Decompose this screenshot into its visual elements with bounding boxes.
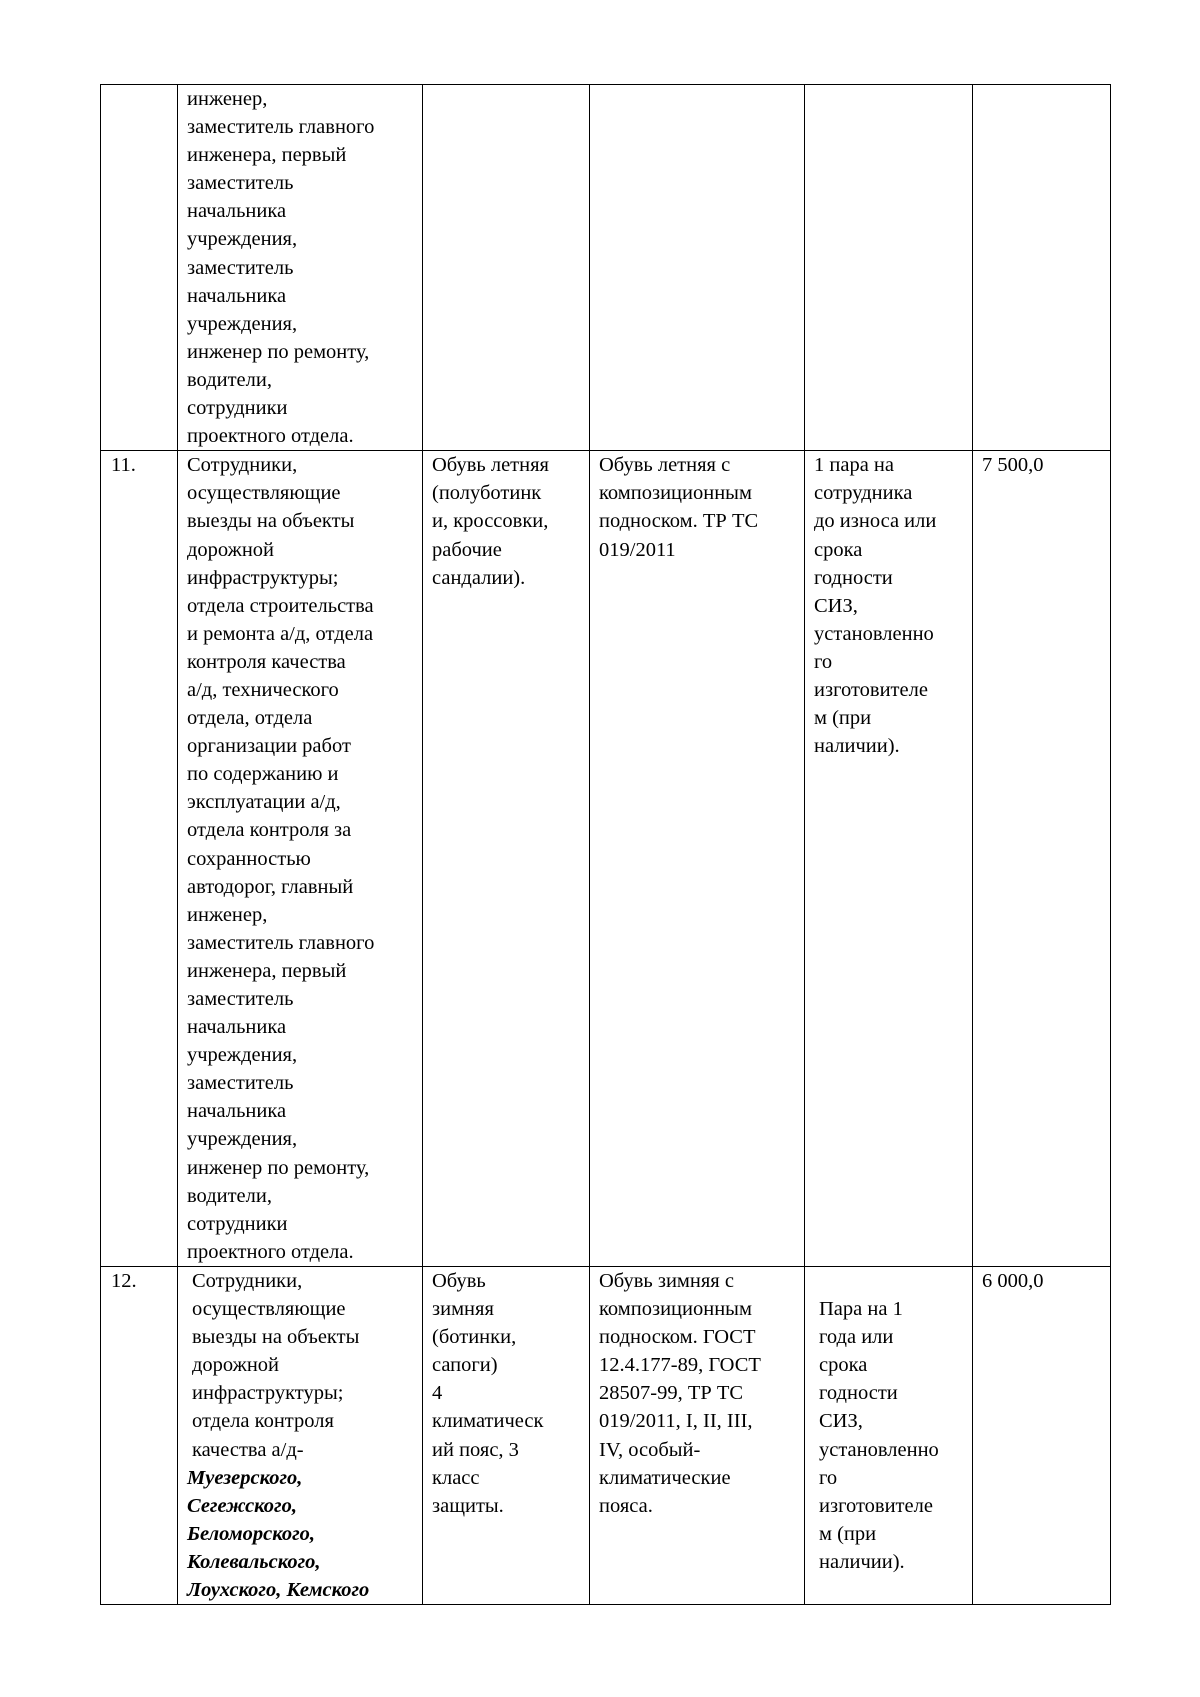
spec-cell: Обувь летняя с композиционным подноском. ТР ТС 019/2011 (590, 451, 805, 1267)
item-cell: Обувь зимняя (ботинки, сапоги) 4 климатическ ий пояс, 3 класс защиты. (423, 1266, 590, 1604)
norm-cell: 1 пара на сотрудника до износа или срока годности СИЗ, установленно го изготовителе м (при наличии). (805, 451, 973, 1267)
price-cell: 6 000,0 (973, 1266, 1111, 1604)
spec-cell (590, 85, 805, 451)
price-cell: 7 500,0 (973, 451, 1111, 1267)
item-cell (423, 85, 590, 451)
norm-cell (805, 1266, 973, 1604)
employees-cell (178, 1266, 423, 1604)
norm-cell (805, 85, 973, 451)
norm-text: Пара на 1 года или срока годности СИЗ, установленно го изготовителе м (при наличии). (819, 1298, 939, 1573)
table-row (101, 1266, 1111, 1604)
row-number-cell: 11. (101, 451, 178, 1267)
spec-cell: Обувь зимняя с композиционным подноском. ГОСТ 12.4.177-89, ГОСТ 28507-99, ТР ТС 019/2011, I, II, III, IV, особый- климатические пояса. (590, 1266, 805, 1604)
norms-table (100, 84, 1111, 1605)
row-number-cell (101, 85, 178, 451)
table-row (101, 451, 1111, 1267)
row-number-cell: 12. (101, 1266, 178, 1604)
employees-cell: Сотрудники, осуществляющие выезды на объекты дорожной инфраструктуры; отдела строительства и ремонта а/д, отдела контроля качества а/д, технического отдела, отдела организации работ по содержанию и эксплуатации а/д, отдела контроля за сохранностью автодорог, главный инженер, заместитель главного инженера, первый заместитель начальника учреждения, заместитель начальника учреждения, инженер по ремонту, водители, сотрудники проектного отдела. (178, 451, 423, 1267)
item-cell: Обувь летняя (полуботинк и, кроссовки, рабочие сандалии). (423, 451, 590, 1267)
districts-text: Муезерского, Сегежского, Беломорского, Колевальского, Лоухского, Кемского (187, 1466, 370, 1601)
employees-cell: инженер, заместитель главного инженера, первый заместитель начальника учреждения, заместитель начальника учреждения, инженер по ремонту, водители, сотрудники проектного отдела. (178, 85, 423, 451)
price-cell (973, 85, 1111, 451)
table-row (101, 85, 1111, 451)
employees-text: Сотрудники, осуществляющие выезды на объекты дорожной инфраструктуры; отдела контроля качества а/д- (192, 1269, 360, 1461)
